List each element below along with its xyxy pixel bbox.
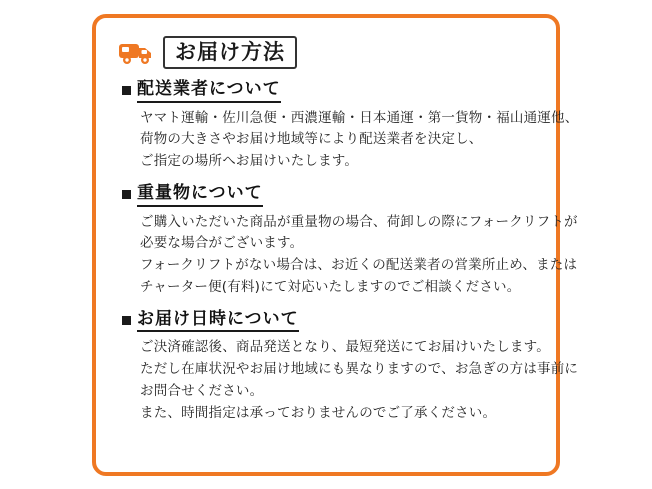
text-line: ただし在庫状況やお届け地域にも異なりますので、お急ぎの方は事前に <box>140 361 579 378</box>
section-carrier-body <box>140 108 579 174</box>
bullet-square-icon <box>122 86 131 95</box>
text-line: フォークリフトがない場合は、お近くの配送業者の営業所止め、または <box>140 257 578 274</box>
text-line: チャーター便(有料)にて対応いたしますのでご相談ください。 <box>140 279 521 296</box>
section-delivery-date-title: お届け日時について <box>137 309 299 332</box>
section-delivery-date-header <box>122 309 538 332</box>
section-carrier-header <box>122 79 538 102</box>
text-line: ご決済確認後、商品発送となり、最短発送にてお届けいたします。 <box>140 339 550 356</box>
text-line: お問合せください。 <box>140 383 264 400</box>
section-delivery-date-body <box>140 337 579 424</box>
section-heavy-goods <box>114 183 578 299</box>
section-carrier-title: 配送業者について <box>137 79 281 102</box>
page-title: お届け方法 <box>163 36 297 69</box>
text-line: ご指定の場所へお届けいたします。 <box>140 153 359 170</box>
text-line: ご購入いただいた商品が重量物の場合、荷卸しの際にフォークリフトが <box>140 213 578 230</box>
section-heavy-goods-body <box>140 212 578 299</box>
delivery-truck-icon <box>118 39 154 67</box>
text-line: 必要な場合がございます。 <box>140 235 304 252</box>
text-line: ヤマト運輸・佐川急便・西濃運輸・日本通運・第一貨物・福山通運他、 <box>140 109 579 126</box>
panel-header <box>118 36 538 69</box>
bullet-square-icon <box>122 190 131 199</box>
section-carrier <box>114 79 579 173</box>
text-line: 荷物の大きさやお届け地域等により配送業者を決定し、 <box>140 131 483 148</box>
text-line: また、時間指定は承っておりませんのでご了承ください。 <box>140 404 497 421</box>
section-heavy-goods-header <box>122 183 538 206</box>
bullet-square-icon <box>122 316 131 325</box>
section-heavy-goods-title: 重量物について <box>137 183 263 206</box>
delivery-method-panel <box>92 14 579 476</box>
section-delivery-date <box>114 308 579 425</box>
